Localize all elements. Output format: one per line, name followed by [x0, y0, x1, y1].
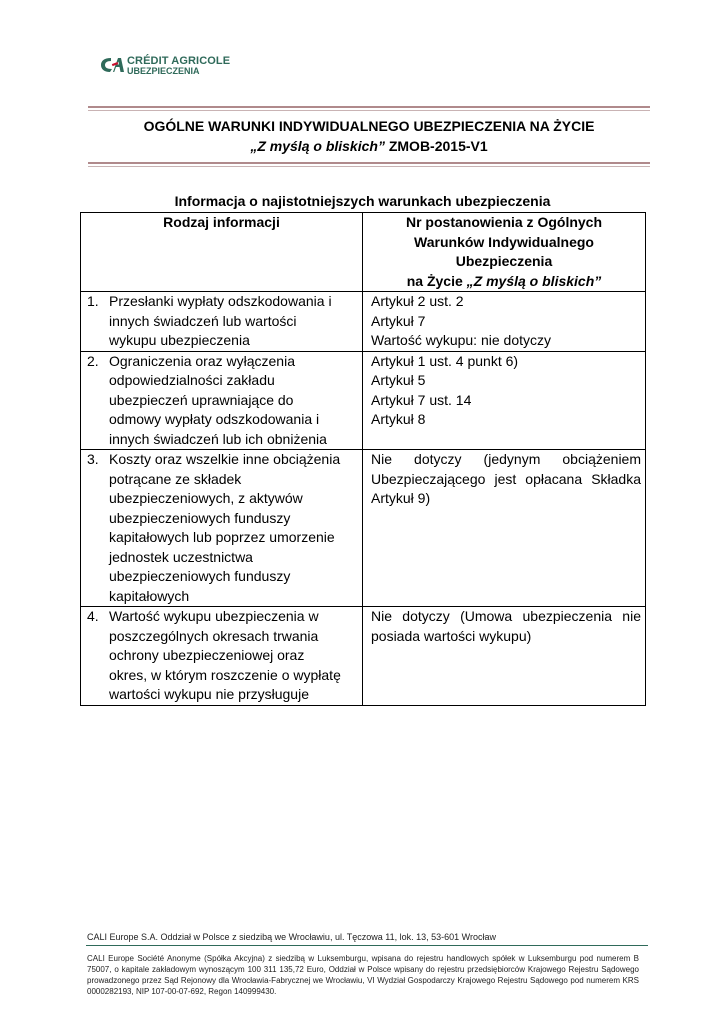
product-code: ZMOB-2015-V1 [384, 138, 488, 154]
provision-line: Wartość wykupu: nie dotyczy [371, 332, 551, 348]
info-type-cell [81, 450, 363, 607]
info-type-line: Wartość wykupu ubezpieczenia w [109, 608, 319, 624]
info-type-line: wartości wykupu nie przysługuje [109, 686, 309, 702]
provision-line: Artykuł 7 [371, 312, 426, 329]
row-number: 2. [87, 352, 99, 369]
provision-line: Ubezpieczającego jest opłacana Składka [371, 470, 641, 487]
company-logo [100, 55, 250, 77]
provision-line: Nie dotyczy (Umowa ubezpieczenia nie [371, 608, 641, 624]
info-type-line: Ograniczenia oraz wyłączenia [109, 352, 295, 369]
document-subtitle [88, 138, 650, 154]
info-type-line: Przesłanki wypłaty odszkodowania i [109, 293, 332, 309]
product-name: „Z myślą o bliskich” [250, 138, 385, 154]
info-type-line: poszczególnych okresach trwania [109, 627, 319, 644]
logo-text-line1: CRÉDIT AGRICOLE [127, 55, 231, 67]
info-type-line: jednostek uczestnictwa [109, 548, 253, 565]
row-number: 4. [87, 608, 99, 624]
header-right-line: Nr postanowienia z Ogólnych [405, 214, 603, 230]
info-type-line: ubezpieczeniowych, z aktywów [109, 490, 303, 506]
table-row [81, 351, 646, 450]
table-row [81, 292, 646, 352]
info-type-cell [81, 292, 363, 352]
logo-text-line2: UBEZPIECZENIA [127, 66, 200, 76]
provision-cell [363, 450, 646, 607]
info-type-line: kapitałowych [109, 587, 190, 604]
info-type-line: kapitałowych lub poprzez umorzenie [109, 529, 335, 545]
table-header-row [81, 213, 646, 292]
info-type-line: ubezpieczeniowych funduszy [109, 509, 291, 526]
info-table [80, 212, 646, 706]
info-type-line: odmowy wypłaty odszkodowania i [109, 411, 320, 427]
row-number: 1. [87, 293, 99, 309]
provision-line: Artykuł 9) [371, 490, 431, 506]
info-type-line: innych świadczeń lub ich obniżenia [109, 430, 327, 447]
info-type-cell [81, 351, 363, 450]
table-row [81, 607, 646, 706]
provision-line: posiada wartości wykupu) [371, 627, 532, 644]
info-type-cell [81, 607, 363, 706]
info-type-line: ochrony ubezpieczeniowej oraz [109, 647, 305, 663]
row-number: 3. [87, 451, 99, 467]
footer-legal: CALI Europe Société Anonyme (Spółka Akcyjna) z siedzibą w Luksemburgu, wpisana do rejestru handlowych spółek w Luksemburgu pod numerem B 75007, o kapitale zakładowym wynoszącym 100 311 135,72 Euro, Oddział w Polsce wpisany do rejestru przedsiębiorców Krajowego Rejestru Sądowego prowadzonego przez Sąd Rejonowy dla Wrocławia-Fabrycznej we Wrocławiu, VI Wydział Gospodarczy Krajowego Rejestru Sądowego pod numerem KRS 0000282193, NIP 107-00-07-692, Regon 140999430. [87, 954, 639, 996]
provision-line: Artykuł 8 [371, 411, 426, 427]
header-right-line: Ubezpieczenia [455, 253, 553, 269]
header-left: Rodzaj informacji [81, 213, 363, 292]
info-type-line: Koszty oraz wszelkie inne obciążenia [109, 451, 341, 467]
provision-cell [363, 607, 646, 706]
header-right [363, 213, 646, 292]
info-type-line: potrącane ze składek [109, 470, 242, 487]
title-bottom-rule [88, 162, 650, 167]
provision-line: Artykuł 5 [371, 372, 426, 388]
provision-line: Artykuł 7 ust. 14 [371, 391, 472, 408]
logo-mark-icon [100, 57, 124, 73]
header-right-line: Warunków Indywidualnego [414, 233, 594, 250]
info-type-line: innych świadczeń lub wartości [109, 312, 297, 329]
header-right-line: na Życie „Z myślą o bliskich” [406, 272, 602, 289]
info-type-line: odpowiedzialności zakładu [109, 372, 275, 388]
title-top-rule [88, 106, 650, 111]
provision-cell [363, 351, 646, 450]
info-type-line: wykupu ubezpieczenia [109, 332, 250, 348]
footer-address: CALI Europe S.A. Oddział w Polsce z siedzibą we Wrocławiu, ul. Tęczowa 11, lok. 13, 53-601 Wrocław [87, 932, 497, 942]
provision-line: Artykuł 1 ust. 4 punkt 6) [371, 352, 519, 369]
section-heading: Informacja o najistotniejszych warunkach ubezpieczenia [174, 193, 551, 209]
provision-cell [363, 292, 646, 352]
provision-line: Artykuł 2 ust. 2 [371, 293, 464, 309]
info-type-line: ubezpieczeniowych funduszy [109, 568, 291, 584]
table-row [81, 450, 646, 607]
footer-rule [86, 945, 648, 946]
document-title: OGÓLNE WARUNKI INDYWIDUALNEGO UBEZPIECZENIA NA ŻYCIE [143, 118, 595, 134]
info-type-line: okres, w którym roszczenie o wypłatę [109, 666, 341, 683]
info-type-line: ubezpieczeń uprawniające do [109, 391, 294, 408]
provision-line: Nie dotyczy (jedynym obciążeniem [371, 451, 641, 467]
